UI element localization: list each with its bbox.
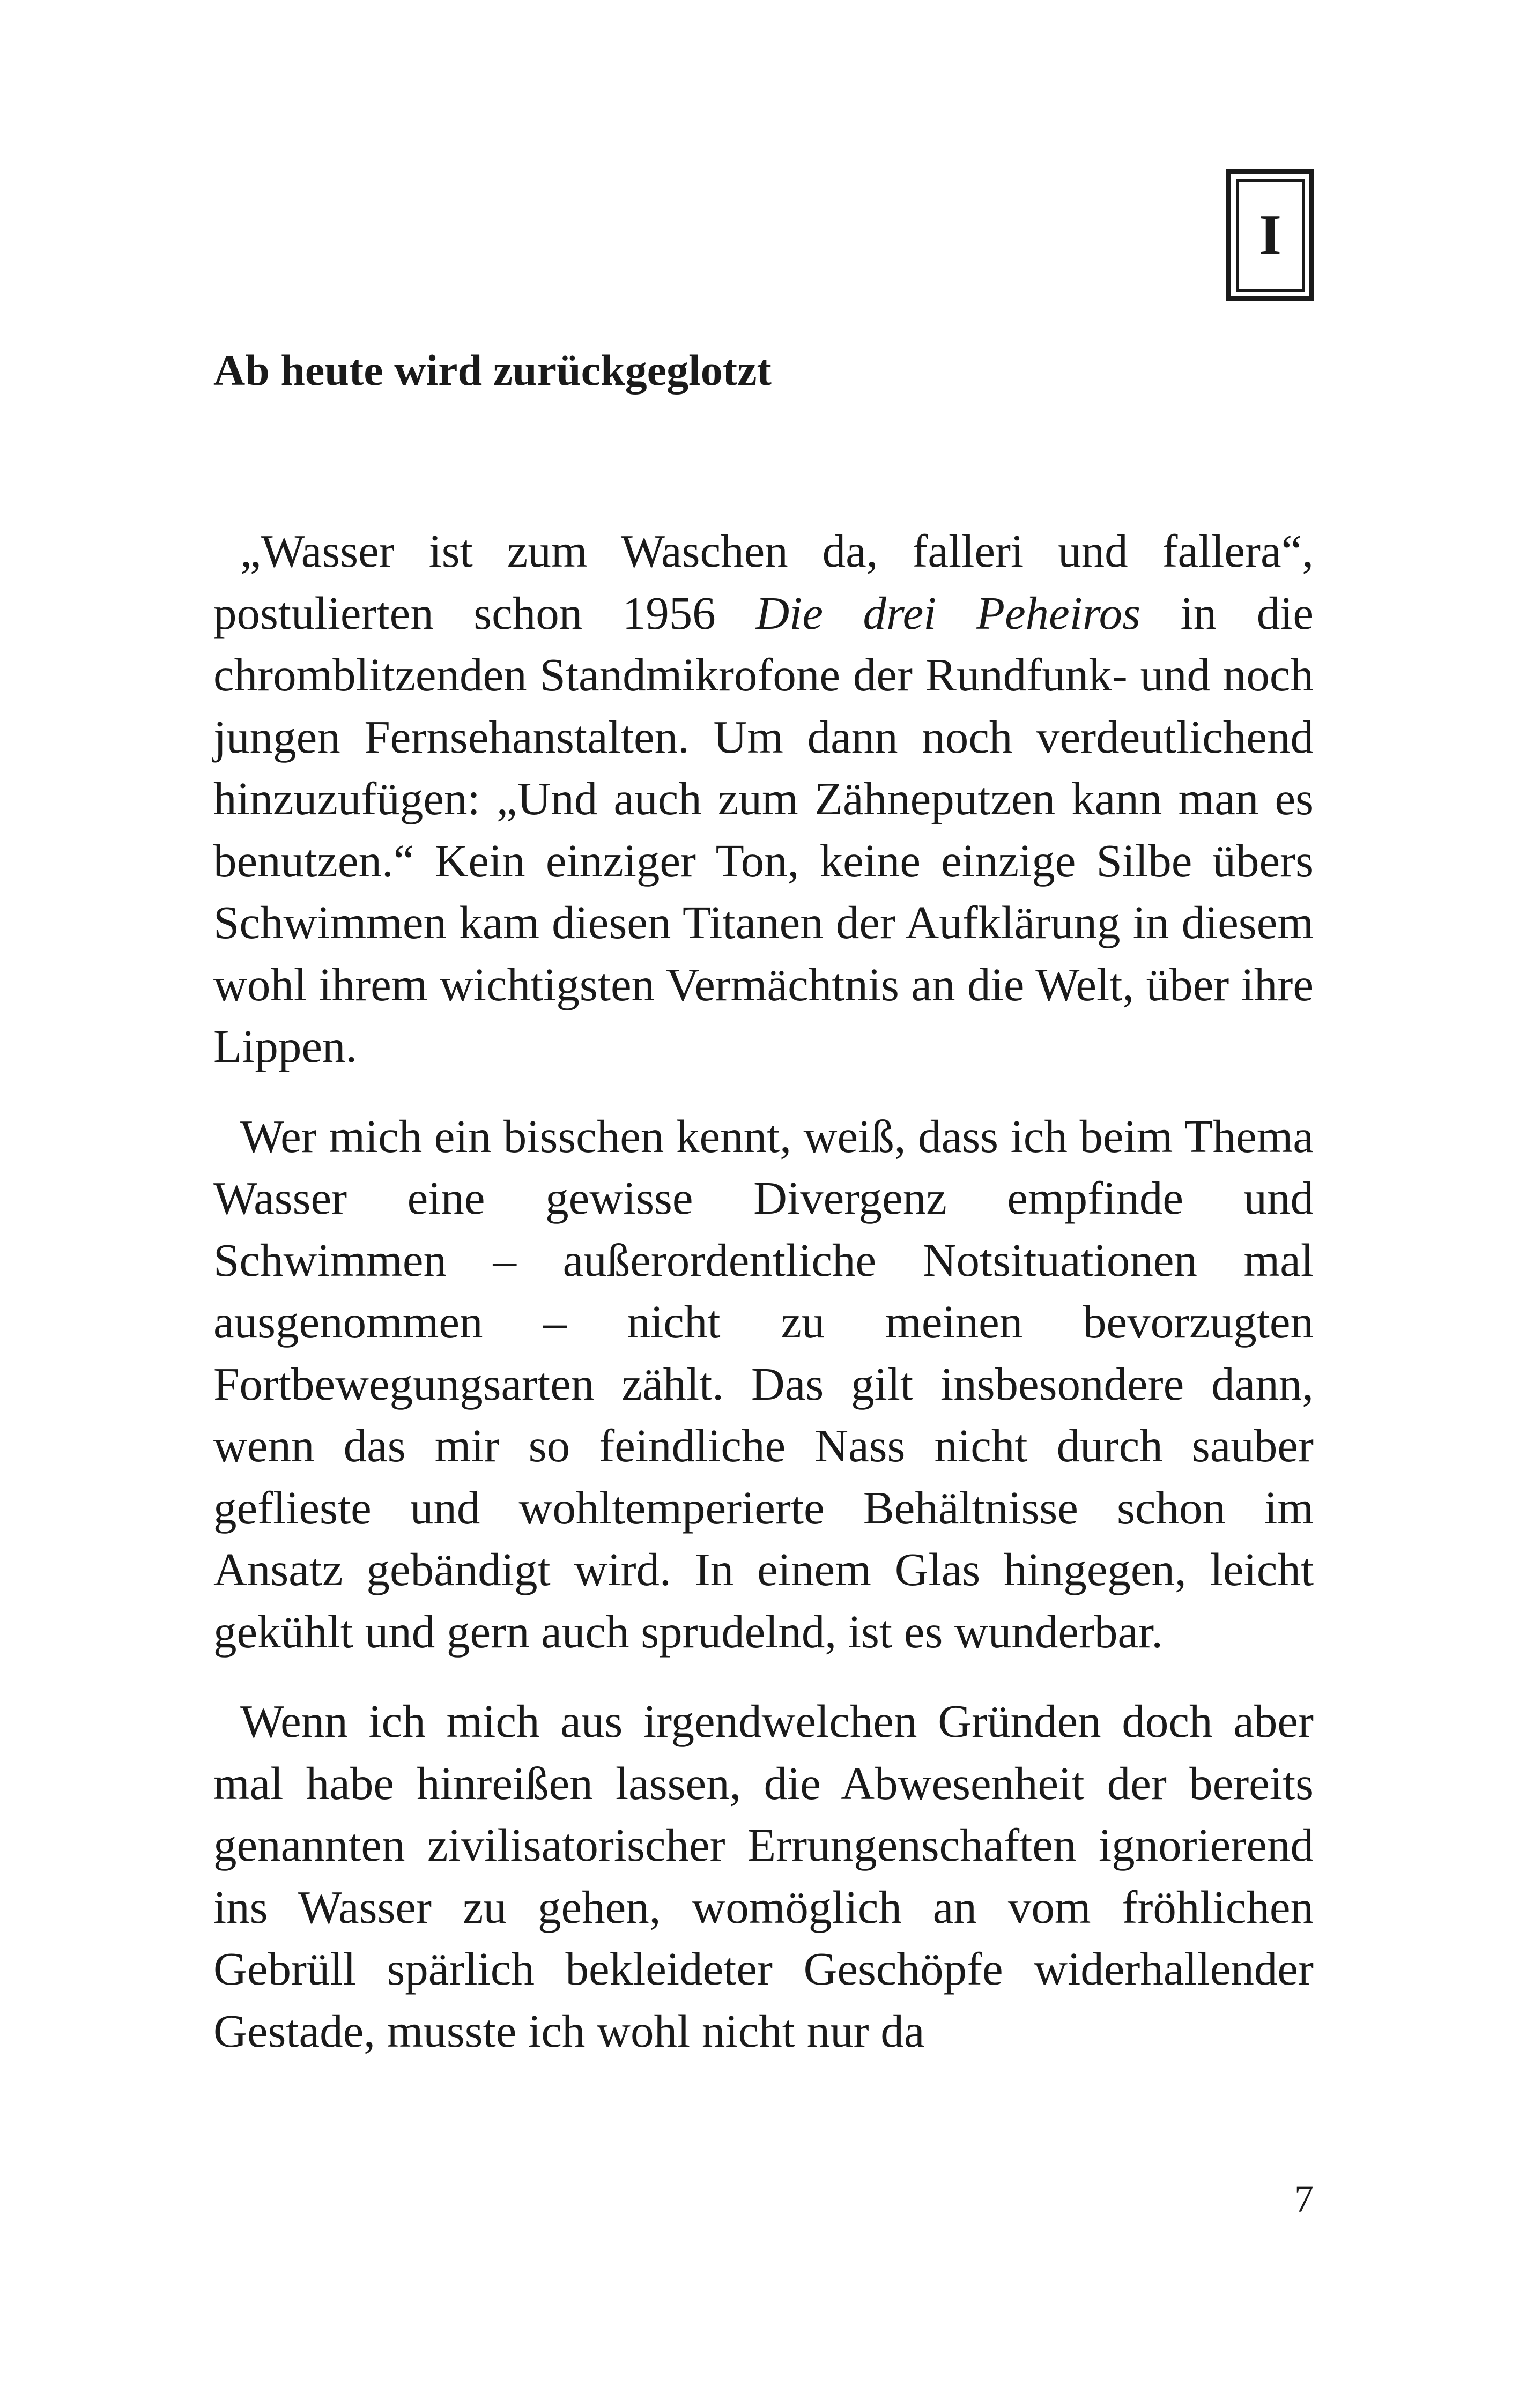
page-number: 7 [1294, 2177, 1314, 2220]
chapter-number-box [1226, 169, 1314, 301]
body-text [213, 520, 1314, 2090]
paragraph-2: Wer mich ein bisschen kennt, weiß, dass ich beim Thema Wasser eine gewisse Divergenz empfinde und Schwimmen – außerordentliche Notsituationen mal ausgenommen – nicht zu meinen bevorzugten Fortbewegungsarten zählt. Das gilt insbesondere dann, wenn das mir so feindliche Nass nicht durch sauber geflieste und wohltemperierte Behältnisse schon im Ansatz gebändigt wird. In einem Glas hingegen, leicht gekühlt und gern auch sprudelnd, ist es wunderbar. [213, 1110, 1314, 1658]
paragraph-3: Wenn ich mich aus irgendwelchen Gründen doch aber mal habe hinreißen lassen, die Abwesenheit der bereits genannten zivilisatorischer Errungenschaften ignorierend ins Wasser zu gehen, womöglich an vom fröhlichen Gebrüll spärlich bekleideter Geschöpfe widerhallender Gestade, musste ich wohl nicht nur da [213, 1695, 1314, 2057]
chapter-title: Ab heute wird zurückgeglotzt [213, 346, 772, 395]
paragraph-1 [213, 520, 1314, 1077]
chapter-numeral: I [1236, 179, 1305, 292]
paragraph-1-text-end: in die chromblitzenden Standmikrofone der Rundfunk- und noch jungen Fernsehanstalten. Um dann noch verdeutlichend hinzuzufügen: „Und auch zum Zähneputzen kann man es benutzen.“ Kein einziger Ton, keine einzige Silbe übers Schwimmen kam diesen Titanen der Aufklärung in diesem wohl ihrem wichtigsten Vermächtnis an die Welt, über ihre Lippen. [213, 586, 1314, 1072]
band-name: Die drei Peheiros [755, 586, 1140, 639]
paragraph-1-text-start: „Wasser ist zum Waschen da, falleri und fallera“, postulierten schon 1956 [213, 525, 1314, 639]
